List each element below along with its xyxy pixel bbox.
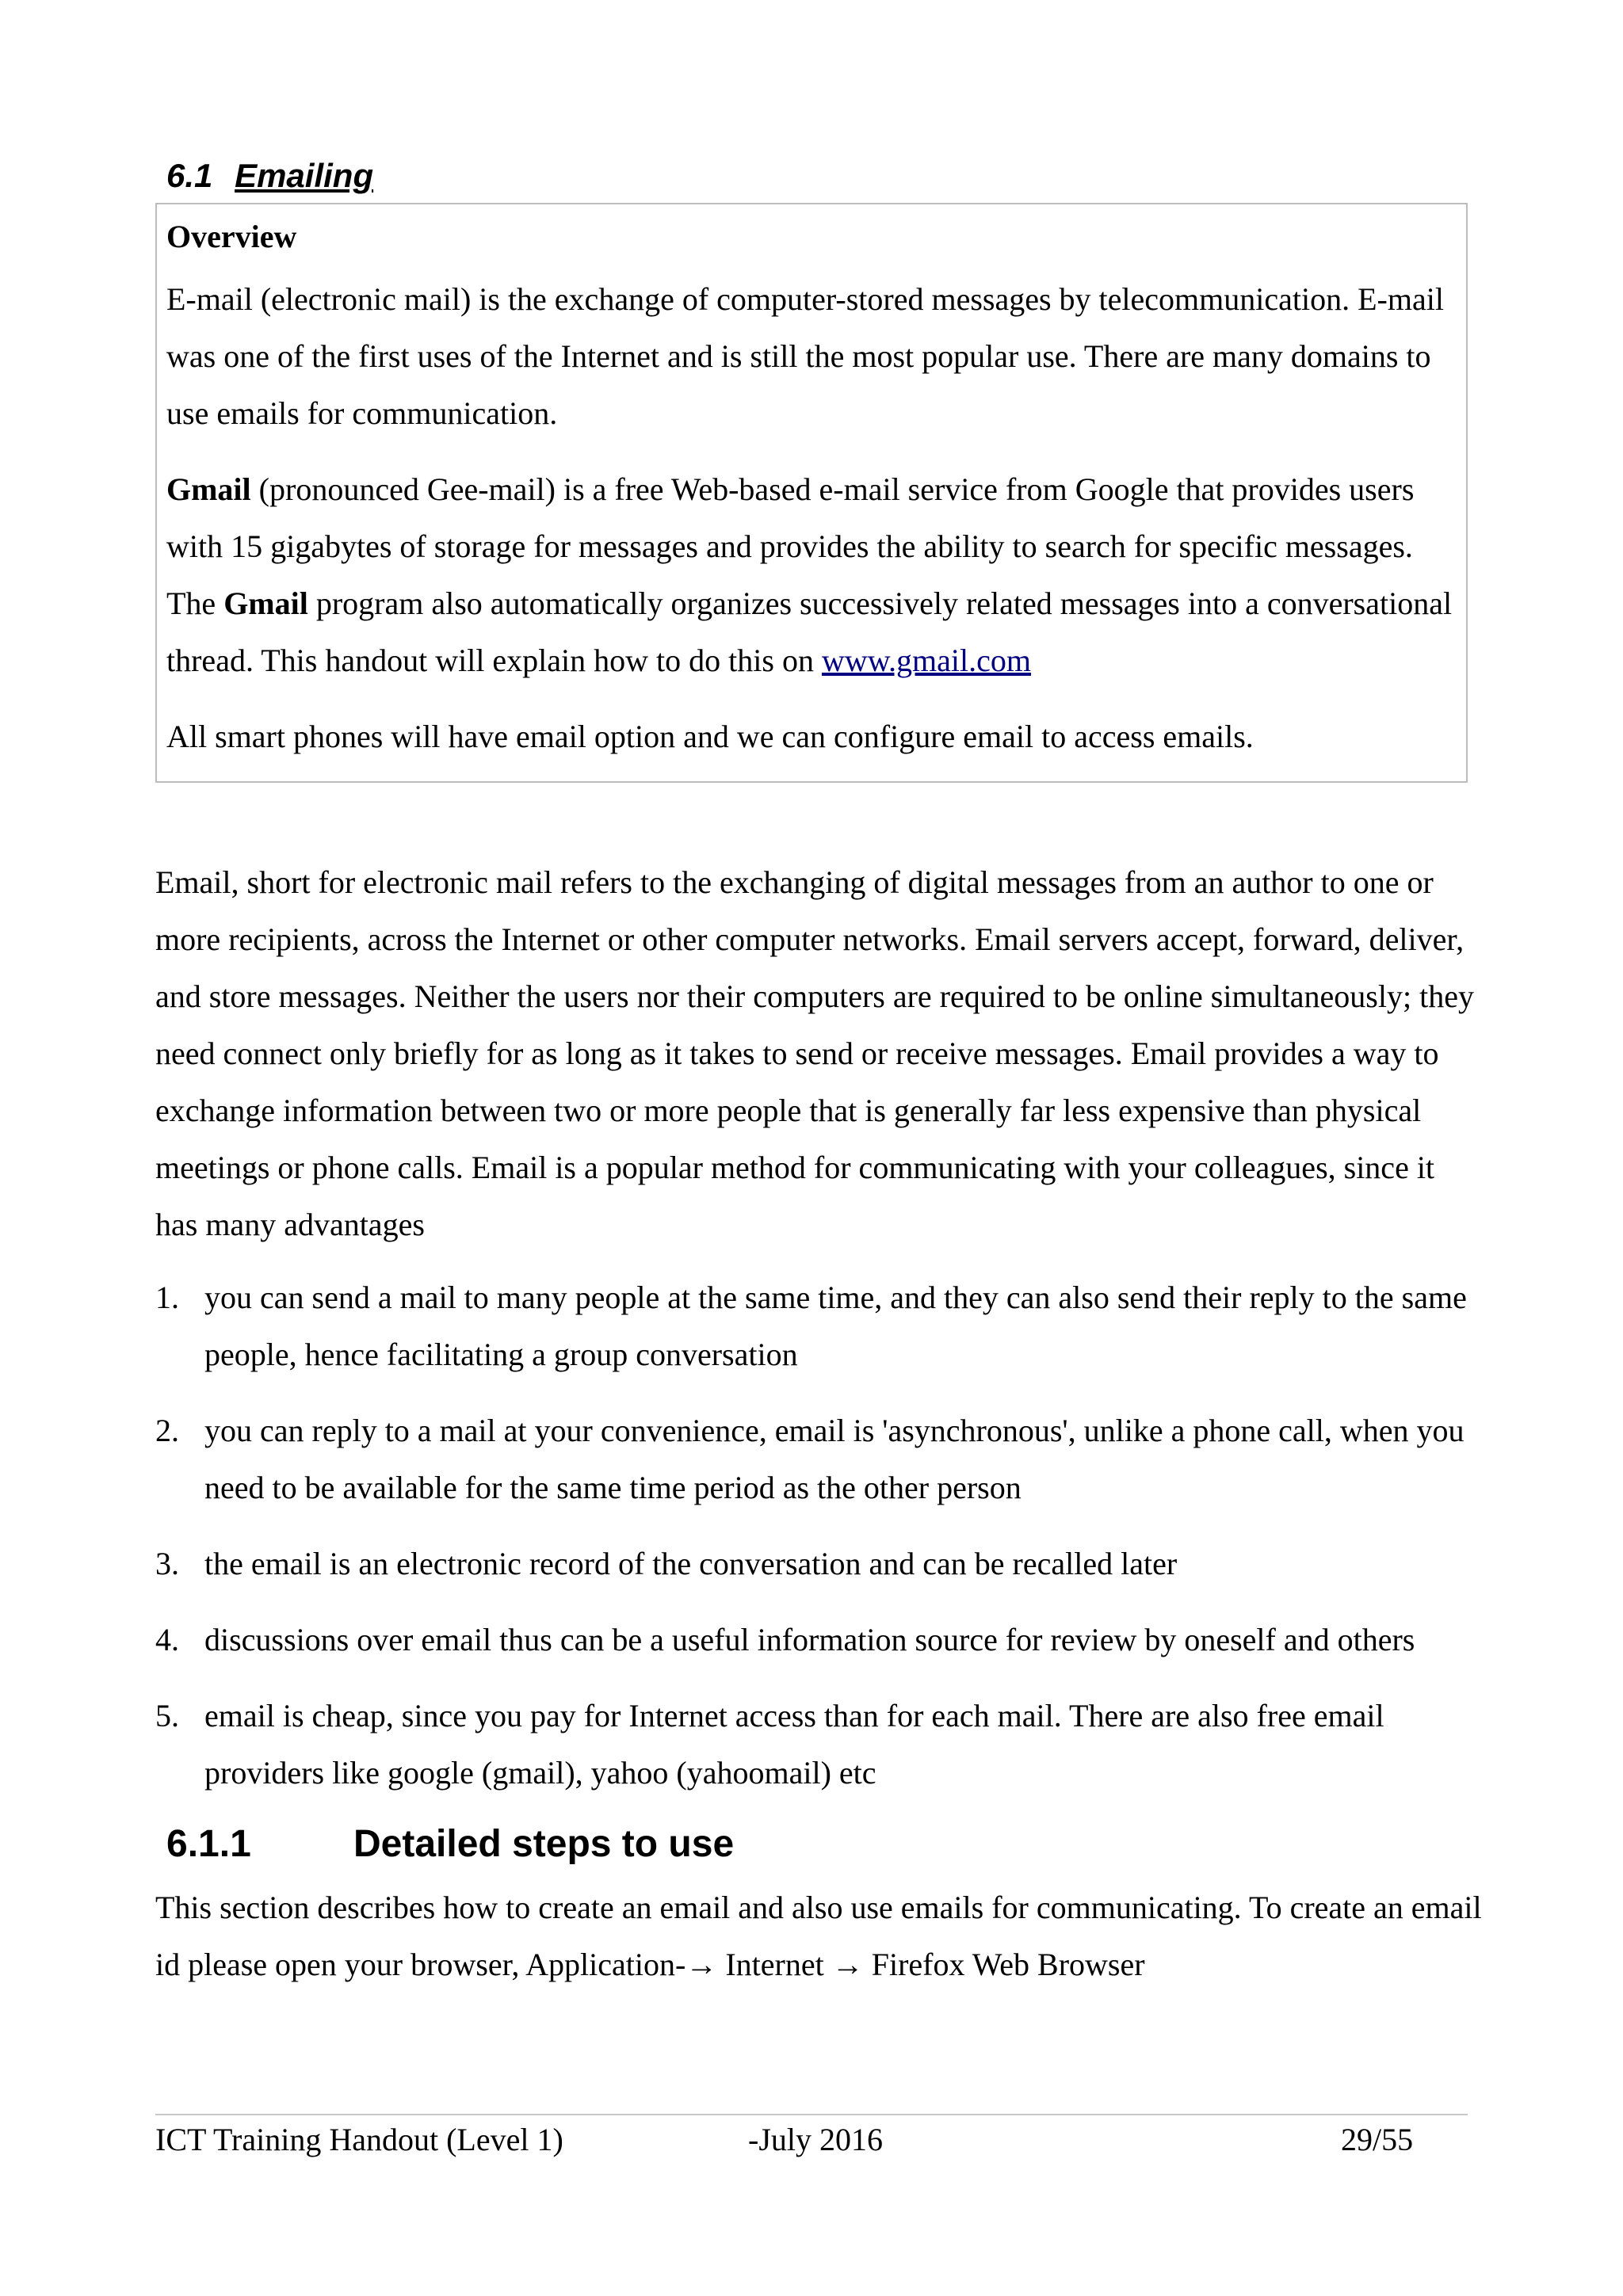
- subsection-heading: [166, 1819, 734, 1870]
- steps-paragraph: This section describes how to create an email and also use emails for communicating. To create an email id please open your browser, Application-→ Internet → Firefox Web Browser: [155, 1890, 1482, 1982]
- overview-paragraph-3: All smart phones will have email option and we can configure email to access emails.: [166, 719, 1254, 754]
- section-number: 6.1: [166, 157, 213, 194]
- subsection-title: Detailed steps to use: [353, 1823, 735, 1865]
- list-item-text: email is cheap, since you pay for Internet access than for each mail. There are also free email providers like google (gmail), yahoo (yahoomail) etc: [204, 1698, 1384, 1791]
- list-item: [155, 1269, 1487, 1383]
- overview-title: Overview: [166, 219, 297, 254]
- list-number: 4.: [155, 1622, 179, 1657]
- list-item: [155, 1688, 1487, 1802]
- list-number: 1.: [155, 1280, 179, 1315]
- overview-paragraph-1: E-mail (electronic mail) is the exchange of computer-stored messages by telecommunication. E-mail was one of the first uses of the Internet and is still the most popular use. There are many domains to use emails for communication.: [166, 281, 1444, 431]
- gmail-bold-2: Gmail: [223, 585, 308, 621]
- email-description-paragraph: Email, short for electronic mail refers to the exchanging of digital messages from an author to one or more recipients, across the Internet or other computer networks. Email servers accept, forward, deliver, and store messages. Neither the users nor their computers are required to be online simultaneously; they need connect only briefly for as long as it takes to send or receive messages. Email provides a way to exchange information between two or more people that is generally far less expensive than physical meetings or phone calls. Email is a popular method for communicating with your colleagues, since it has many advantages: [155, 864, 1474, 1242]
- footer-date: -July 2016: [748, 2122, 883, 2157]
- gmail-text-1: (pronounced Gee-mail) is a free Web-based e-mail service from Google that provides users with 15 gigabytes of storage for messages and provides the ability to search for specific messages. The: [166, 471, 1415, 621]
- list-item: [155, 1402, 1487, 1516]
- list-item-text: the email is an electronic record of the conversation and can be recalled later: [204, 1546, 1178, 1581]
- list-item-text: you can send a mail to many people at the same time, and they can also send their reply to the same people, hence facilitating a group conversation: [204, 1280, 1467, 1372]
- list-number: 2.: [155, 1413, 179, 1448]
- gmail-bold-1: Gmail: [166, 471, 251, 507]
- overview-box: [155, 203, 1468, 783]
- advantages-list: [155, 1269, 1487, 1821]
- overview-paragraph-2: [166, 461, 1457, 689]
- gmail-text-2: program also automatically organizes successively related messages into a conversational thread. This handout will explain how to do this on: [166, 585, 1453, 678]
- footer-page-number: 29/55: [1341, 2122, 1414, 2157]
- section-title: Emailing: [235, 157, 374, 194]
- list-number: 3.: [155, 1546, 179, 1581]
- section-heading: [166, 152, 373, 200]
- gmail-link[interactable]: www.gmail.com: [821, 643, 1031, 678]
- list-item: [155, 1611, 1487, 1669]
- footer-title: ICT Training Handout (Level 1): [155, 2122, 563, 2157]
- list-item-text: you can reply to a mail at your convenience, email is 'asynchronous', unlike a phone call, when you need to be available for the same time period as the other person: [204, 1413, 1465, 1505]
- list-item-text: discussions over email thus can be a useful information source for review by oneself and others: [204, 1622, 1415, 1657]
- subsection-number: 6.1.1: [166, 1823, 251, 1865]
- list-number: 5.: [155, 1698, 179, 1733]
- list-item: [155, 1535, 1487, 1592]
